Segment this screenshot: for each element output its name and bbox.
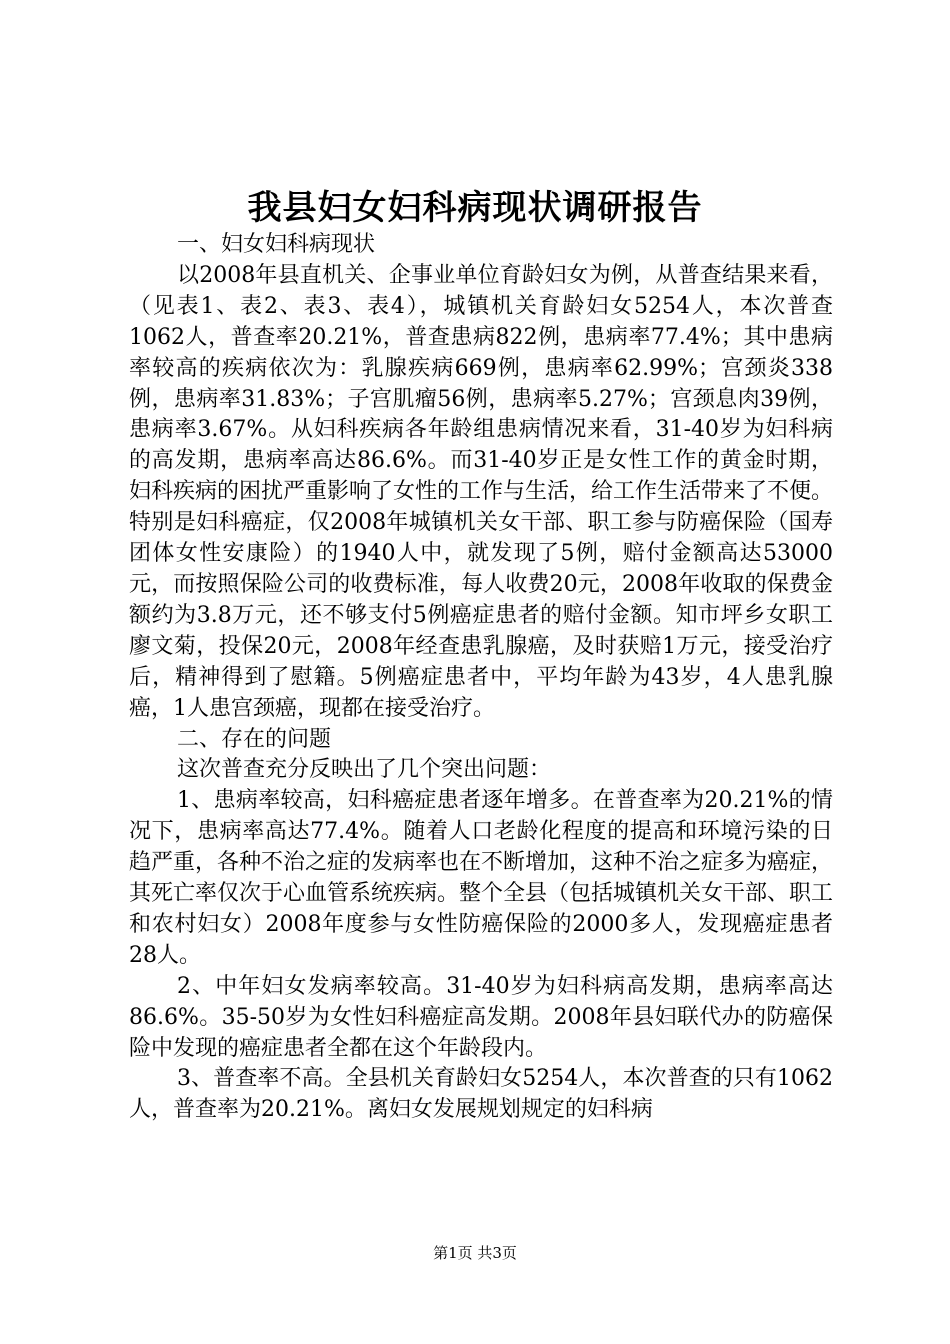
paragraph-problem-1: 1、患病率较高，妇科癌症患者逐年增多。在普查率为20.21%的情况下，患病率高达77.4%。随着人口老龄化程度的提高和环境污染的日趋严重，各种不治之症的发病率也在不断增加，这种不治之症多为癌症，其死亡率仅次于心血管系统疾病。整个全县（包括城镇机关女干部、职工和农村妇女）2008年度参与女性防癌保险的2000多人，发现癌症患者28人。 <box>129 788 834 968</box>
paragraph-problem-3: 3、普查率不高。全县机关育龄妇女5254人，本次普查的只有1062人，普查率为20.21%。离妇女发展规划规定的妇科病 <box>129 1066 833 1123</box>
page-number-footer: 第1页 共3页 <box>433 1244 517 1262</box>
section-heading-2: 二、存在的问题 <box>177 726 332 752</box>
document-title: 我县妇女妇科病现状调研报告 <box>247 188 703 228</box>
paragraph-intro-problems: 这次普查充分反映出了几个突出问题： <box>177 757 552 783</box>
paragraph-current-status: 以2008年县直机关、企事业单位育龄妇女为例，从普查结果来看，（见表1、表2、表3、表4），城镇机关育龄妇女5254人，本次普查1062人，普查率20.21%，普查患病822例，患病率77.4%；其中患病率较高的疾病依次为：乳腺疾病669例，患病率62.99%；宫颈炎338例，患病率31.83%；子宫肌瘤56例，患病率5.27%；宫颈息肉39例，患病率3.67%。从妇科疾病各年龄组患病情况来看，31-40岁为妇科病的高发期，患病率高达86.6%。而31-40岁正是女性工作的黄金时期，妇科疾病的困扰严重影响了女性的工作与生活，给工作生活带来了不便。特别是妇科癌症，仅2008年城镇机关女干部、职工参与防癌保险（国寿团体女性安康险）的1940人中，就发现了5例，赔付金额高达53000元，而按照保险公司的收费标准，每人收费20元，2008年收取的保费金额约为3.8万元，还不够支付5例癌症患者的赔付金额。知市坪乡女职工廖文菊，投保20元，2008年经查患乳腺癌，及时获赔1万元，接受治疗后，精神得到了慰籍。5例癌症患者中，平均年龄为43岁，4人患乳腺癌，1人患宫颈癌，现都在接受治疗。 <box>129 262 834 721</box>
paragraph-problem-2: 2、中年妇女发病率较高。31-40岁为妇科病高发期，患病率高达86.6%。35-50岁为女性妇科癌症高发期。2008年县妇联代办的防癌保险中发现的癌症患者全都在这个年龄段内。 <box>129 973 833 1061</box>
document-body <box>129 230 833 1126</box>
section-heading-1: 一、妇女妇科病现状 <box>177 232 376 257</box>
